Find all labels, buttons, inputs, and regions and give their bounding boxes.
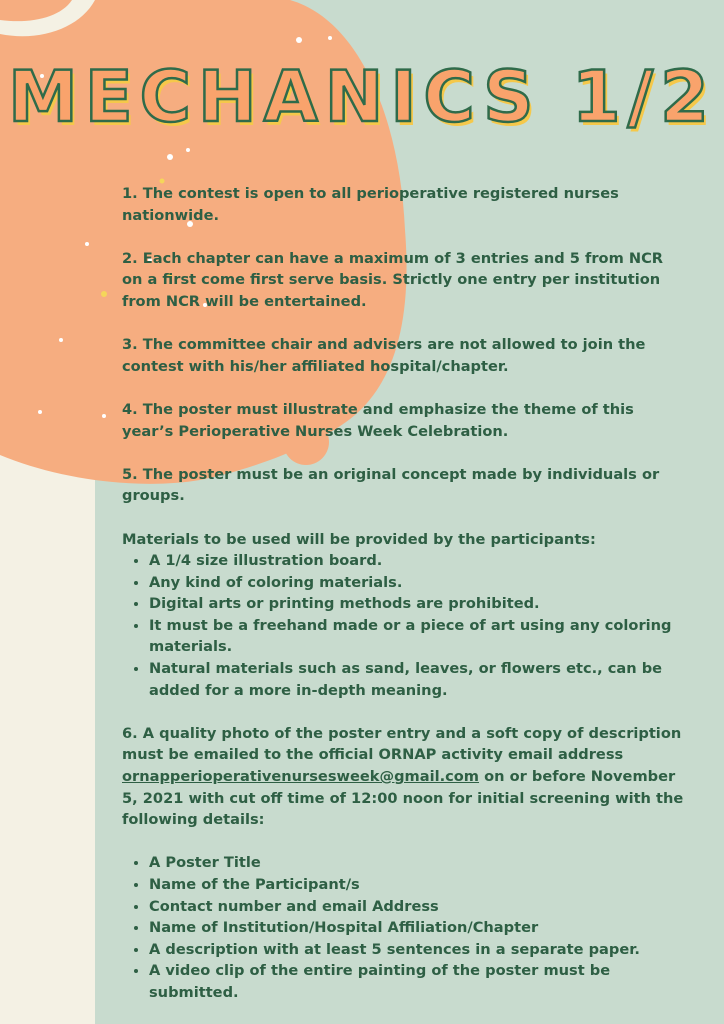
yellow-dot (101, 291, 107, 297)
sparkle-dot (59, 338, 63, 342)
details-item: • Name of the Participant/s (149, 874, 688, 896)
details-item: • Contact number and email Address (149, 896, 688, 918)
mechanics-content (122, 183, 688, 1024)
sparkle-dot (85, 242, 89, 246)
details-item: • A description with at least 5 sentences in a separate paper. (149, 939, 688, 961)
materials-item: • It must be a freehand made or a piece of art using any coloring materials. (149, 615, 688, 658)
sparkle-dot (102, 414, 106, 418)
sparkle-dot (167, 154, 173, 160)
rule-4: 4. The poster must illustrate and emphasize the theme of this year’s Perioperative Nurses Week Celebration. (122, 400, 634, 440)
sparkle-dot (328, 36, 332, 40)
materials-item: • Natural materials such as sand, leaves, or flowers etc., can be added for a more in-depth meaning. (149, 658, 688, 701)
details-item: • A Poster Title (149, 852, 688, 874)
details-item: • Name of Institution/Hospital Affiliation/Chapter (149, 917, 688, 939)
rule-5: 5. The poster must be an original concept made by individuals or groups. (122, 465, 660, 505)
sparkle-dot (296, 37, 302, 43)
materials-item: • Any kind of coloring materials. (149, 572, 688, 594)
details-item: • A video clip of the entire painting of the poster must be submitted. (149, 960, 688, 1003)
rule-6 (122, 723, 688, 831)
materials-list (122, 550, 688, 701)
materials-item: • Digital arts or printing methods are prohibited. (149, 593, 688, 615)
rule-1: 1. The contest is open to all perioperative registered nurses nationwide. (122, 185, 619, 224)
details-list (122, 852, 688, 1003)
email-link[interactable]: ornapperioperativenursesweek@gmail.com (122, 768, 480, 786)
rule-2: 2. Each chapter can have a maximum of 3 entries and 5 from NCR on a first come first serve basis. Strictly one entry per institution from NCR will be entertained. (122, 249, 664, 310)
rule-3: 3. The committee chair and advisers are not allowed to join the contest with his/her affiliated hospital/chapter. (122, 336, 646, 375)
sparkle-dot (186, 148, 190, 152)
rule-6-text-before: 6. A quality photo of the poster entry and a soft copy of description must be emailed to the official ORNAP activity email address (122, 724, 682, 764)
page-title: MECHANICS 1/2 (8, 56, 716, 138)
rule-6-text-after: on or before November 5, 2021 with cut off time of 12:00 noon for initial screening with the following details: (122, 768, 684, 829)
materials-heading: Materials to be used will be provided by the participants: (122, 530, 596, 548)
sparkle-dot (38, 410, 42, 414)
materials-item: • A 1/4 size illustration board. (149, 550, 688, 572)
